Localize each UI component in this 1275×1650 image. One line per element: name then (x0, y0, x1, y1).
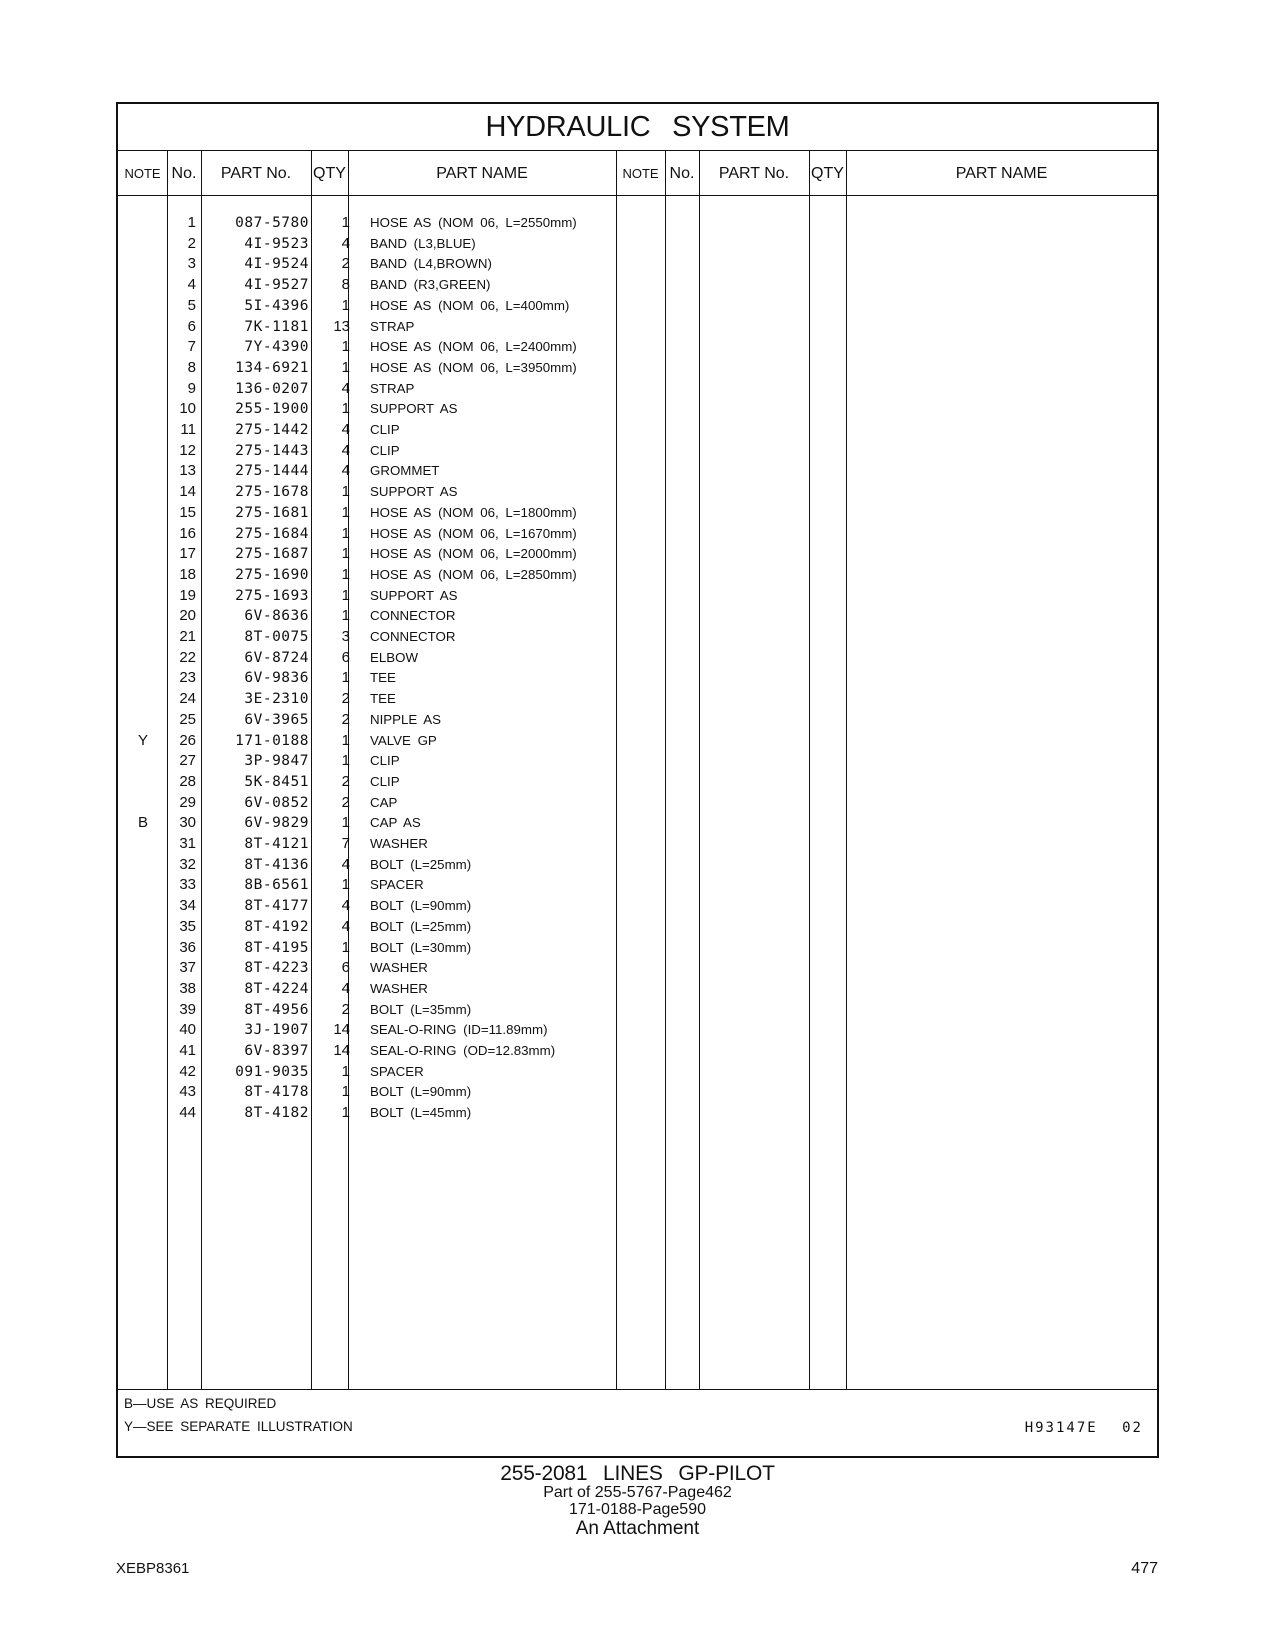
table-row (118, 1081, 1157, 1103)
row-number: 28 (179, 772, 196, 790)
row-part-no: 275-1684 (235, 525, 309, 542)
row-name: CAP (370, 794, 398, 810)
row-qty: 2 (341, 793, 350, 811)
page-number: 477 (1131, 1560, 1158, 1577)
row-qty: 1 (341, 607, 350, 625)
row-number: 18 (179, 565, 196, 583)
row-qty: 1 (341, 545, 350, 563)
row-qty: 1 (341, 1104, 350, 1122)
row-name: ELBOW (370, 649, 419, 665)
row-name: SUPPORT AS (370, 401, 458, 417)
row-qty: 1 (341, 876, 350, 894)
row-part-no: 136-0207 (235, 380, 309, 397)
table-row (118, 481, 1157, 503)
row-part-no: 255-1900 (235, 401, 309, 418)
row-name: VALVE GP (370, 732, 437, 748)
row-name: CONNECTOR (370, 629, 456, 644)
row-number: 26 (179, 731, 196, 749)
row-number: 10 (179, 400, 196, 418)
row-number: 1 (187, 214, 196, 231)
table-row (118, 626, 1157, 648)
row-qty: 4 (341, 379, 350, 397)
table-row (118, 916, 1157, 938)
header-part-no-left: PART No. (201, 151, 311, 196)
row-qty: 4 (341, 897, 350, 915)
row-part-no: 3J-1907 (244, 1022, 309, 1039)
row-part-no: 6V-8724 (244, 649, 309, 666)
row-number: 27 (179, 752, 196, 770)
table-row (118, 667, 1157, 689)
header-part-no-right: PART No. (699, 151, 809, 196)
row-part-no: 8T-4182 (244, 1105, 309, 1122)
row-name: BOLT (L=25mm) (370, 856, 472, 872)
row-name: HOSE AS (NOM 06, L=2000mm) (370, 546, 577, 562)
row-qty: 3 (341, 628, 350, 645)
table-row (118, 419, 1157, 441)
row-number: 44 (179, 1104, 196, 1122)
row-number: 22 (179, 648, 196, 666)
row-name: CLIP (370, 442, 400, 458)
row-number: 8 (187, 358, 196, 376)
row-part-no: 275-1442 (235, 422, 309, 438)
table-row (118, 253, 1157, 275)
table-row (118, 398, 1157, 420)
row-part-no: 6V-8397 (244, 1043, 309, 1059)
row-number: 42 (179, 1062, 196, 1080)
row-number: 41 (179, 1042, 196, 1059)
row-qty: 2 (341, 255, 350, 273)
row-number: 7 (187, 338, 196, 356)
row-qty: 1 (341, 358, 350, 376)
row-number: 30 (179, 814, 196, 832)
row-number: 29 (179, 793, 196, 811)
row-part-no: 091-9035 (235, 1063, 309, 1080)
row-qty: 4 (341, 917, 350, 935)
row-number: 24 (179, 690, 196, 708)
table-row (118, 730, 1157, 752)
row-number: 32 (179, 855, 196, 873)
row-part-no: 6V-9829 (244, 815, 309, 832)
row-number: 31 (179, 835, 196, 852)
row-qty: 14 (333, 1042, 350, 1059)
row-name: CAP AS (370, 815, 421, 831)
footnote-y: Y—SEE SEPARATE ILLUSTRATION (124, 1419, 353, 1434)
row-name: CLIP (370, 773, 400, 789)
row-part-no: 8T-4121 (244, 836, 309, 852)
row-name: GROMMET (370, 463, 440, 479)
row-part-no: 4I-9524 (244, 256, 309, 273)
row-name: HOSE AS (NOM 06, L=1670mm) (370, 525, 577, 541)
row-part-no: 8T-4956 (244, 1001, 309, 1018)
row-qty: 1 (341, 731, 350, 749)
table-row (118, 688, 1157, 710)
attachment-label: An Attachment (575, 1518, 700, 1539)
table-row (118, 523, 1157, 545)
drawing-code: H93147E 02 (1024, 1420, 1143, 1436)
row-part-no: 6V-8636 (244, 608, 309, 625)
row-qty: 2 (341, 772, 350, 790)
row-name: NIPPLE AS (370, 711, 441, 727)
row-qty: 1 (341, 400, 350, 418)
row-part-no: 8T-4224 (244, 980, 309, 997)
row-number: 35 (179, 917, 196, 935)
table-row (118, 336, 1157, 358)
row-name: BAND (R3,GREEN) (370, 277, 491, 293)
row-part-no: 8T-4177 (244, 898, 309, 915)
header-qty-right: QTY (809, 151, 846, 196)
row-qty: 4 (341, 855, 350, 873)
row-number: 2 (187, 234, 196, 252)
row-qty: 1 (341, 565, 350, 583)
table-row (118, 647, 1157, 669)
row-qty: 1 (341, 669, 350, 687)
table-row (118, 1019, 1157, 1041)
row-part-no: 275-1693 (235, 587, 309, 604)
row-qty: 6 (341, 959, 350, 977)
table-row (118, 978, 1157, 1000)
table-row (118, 854, 1157, 876)
row-part-no: 8T-0075 (244, 629, 309, 645)
row-part-no: 4I-9523 (244, 235, 309, 252)
table-row (118, 874, 1157, 896)
row-number: 23 (179, 669, 196, 687)
row-number: 17 (179, 545, 196, 563)
footnote-b: B—USE AS REQUIRED (124, 1396, 277, 1411)
header-no-left: No. (167, 151, 201, 196)
row-name: CONNECTOR (370, 608, 456, 624)
row-number: 43 (179, 1083, 196, 1101)
row-name: BOLT (L=90mm) (370, 898, 472, 914)
table-row (118, 212, 1157, 234)
row-qty: 4 (341, 441, 350, 459)
row-part-no: 8B-6561 (244, 877, 309, 894)
table-row (118, 812, 1157, 834)
table-row (118, 460, 1157, 482)
row-number: 14 (179, 483, 196, 501)
document-id: XEBP8361 (116, 1560, 190, 1577)
row-name: SPACER (370, 1063, 424, 1079)
row-number: 16 (179, 524, 196, 542)
table-row (118, 543, 1157, 565)
row-qty: 14 (333, 1021, 350, 1039)
row-part-no: 134-6921 (235, 359, 309, 376)
table-row (118, 957, 1157, 979)
row-name: STRAP (370, 380, 415, 396)
row-part-no: 6V-9836 (244, 670, 309, 687)
row-name: SEAL-O-RING (ID=11.89mm) (370, 1022, 548, 1038)
row-part-no: 275-1687 (235, 546, 309, 563)
row-number: 13 (179, 462, 196, 480)
row-number: 9 (187, 379, 196, 397)
row-part-no: 5K-8451 (244, 773, 309, 790)
table-row (118, 833, 1157, 855)
row-name: WASHER (370, 980, 428, 996)
row-name: WASHER (370, 960, 428, 976)
row-part-no: 275-1444 (235, 463, 309, 480)
row-qty: 1 (341, 1062, 350, 1080)
row-number: 40 (179, 1021, 196, 1039)
row-part-no: 275-1681 (235, 504, 309, 521)
row-name: WASHER (370, 836, 428, 851)
parent-reference: Part of 255-5767-Page462 (543, 1484, 732, 1501)
row-qty: 2 (341, 690, 350, 708)
row-qty: 1 (341, 296, 350, 314)
row-part-no: 6V-3965 (244, 711, 309, 728)
table-row (118, 895, 1157, 917)
row-qty: 1 (341, 938, 350, 956)
row-name: BOLT (L=25mm) (370, 918, 472, 934)
table-row (118, 316, 1157, 338)
table-row (118, 709, 1157, 731)
valve-reference: 171-0188-Page590 (568, 1501, 706, 1518)
row-name: BAND (L3,BLUE) (370, 235, 476, 251)
row-qty: 1 (341, 586, 350, 604)
row-name: SEAL-O-RING (OD=12.83mm) (370, 1043, 556, 1058)
row-name: BOLT (L=35mm) (370, 1001, 472, 1017)
row-qty: 1 (341, 752, 350, 770)
row-number: 4 (187, 276, 196, 294)
row-qty: 6 (341, 648, 350, 666)
row-name: TEE (370, 670, 396, 686)
row-part-no: 5I-4396 (244, 297, 309, 314)
table-row (118, 937, 1157, 959)
row-number: 25 (179, 710, 196, 728)
table-row (118, 999, 1157, 1021)
row-number: 20 (179, 607, 196, 625)
row-part-no: 087-5780 (235, 215, 309, 231)
row-number: 3 (187, 255, 196, 273)
row-name: BOLT (L=45mm) (370, 1105, 472, 1121)
table-row (118, 233, 1157, 255)
row-part-no: 6V-0852 (244, 794, 309, 811)
table-title: HYDRAULIC SYSTEM (118, 104, 1157, 151)
table-row (118, 792, 1157, 814)
row-name: BOLT (L=30mm) (370, 939, 472, 955)
row-part-no: 171-0188 (235, 732, 309, 749)
parts-table (116, 102, 1159, 1458)
table-row (118, 564, 1157, 586)
row-part-no: 275-1443 (235, 442, 309, 459)
row-note: Y (137, 731, 148, 749)
row-number: 6 (187, 317, 196, 335)
table-row (118, 771, 1157, 793)
row-number: 21 (179, 628, 196, 645)
row-number: 11 (180, 421, 196, 438)
table-row (118, 750, 1157, 772)
row-name: CLIP (370, 422, 400, 437)
row-number: 12 (179, 441, 196, 459)
row-name: HOSE AS (NOM 06, L=3950mm) (370, 359, 577, 375)
row-name: HOSE AS (NOM 06, L=1800mm) (370, 504, 577, 520)
row-name: SUPPORT AS (370, 587, 458, 603)
row-number: 5 (187, 296, 196, 314)
table-row (118, 1102, 1157, 1124)
header-part-name-right: PART NAME (846, 151, 1157, 196)
row-part-no: 7Y-4390 (244, 339, 309, 356)
row-qty: 2 (341, 1000, 350, 1018)
row-qty: 1 (341, 483, 350, 501)
row-name: TEE (370, 691, 396, 707)
row-number: 19 (179, 586, 196, 604)
row-qty: 7 (341, 835, 350, 852)
table-row (118, 378, 1157, 400)
row-qty: 4 (341, 234, 350, 252)
row-qty: 4 (341, 979, 350, 997)
row-part-no: 8T-4195 (244, 939, 309, 956)
header-part-name-left: PART NAME (348, 151, 616, 196)
row-part-no: 3E-2310 (244, 691, 309, 708)
row-qty: 4 (341, 462, 350, 480)
row-name: STRAP (370, 318, 415, 334)
row-qty: 8 (341, 276, 350, 294)
table-row (118, 1061, 1157, 1083)
row-name: CLIP (370, 753, 400, 769)
row-qty: 1 (341, 338, 350, 356)
table-row (118, 585, 1157, 607)
row-number: 33 (179, 876, 196, 894)
row-number: 15 (179, 503, 196, 521)
header-note-left: NOTE (118, 151, 167, 196)
table-row (118, 440, 1157, 462)
row-part-no: 8T-4178 (244, 1084, 309, 1101)
row-qty: 1 (341, 503, 350, 521)
row-part-no: 275-1678 (235, 484, 309, 501)
row-name: SUPPORT AS (370, 484, 458, 500)
row-name: SPACER (370, 877, 424, 893)
header-qty-left: QTY (311, 151, 348, 196)
row-part-no: 4I-9527 (244, 277, 309, 294)
table-row (118, 295, 1157, 317)
table-row (118, 357, 1157, 379)
row-name: BOLT (L=90mm) (370, 1084, 472, 1100)
row-part-no: 7K-1181 (244, 318, 309, 335)
row-part-no: 8T-4223 (244, 960, 309, 977)
row-part-no: 3P-9847 (244, 753, 309, 770)
row-name: HOSE AS (NOM 06, L=2850mm) (370, 566, 577, 582)
row-name: HOSE AS (NOM 06, L=2400mm) (370, 339, 577, 355)
header-no-right: No. (665, 151, 699, 196)
row-part-no: 8T-4192 (244, 918, 309, 935)
row-qty: 2 (341, 710, 350, 728)
row-qty: 1 (341, 814, 350, 832)
row-number: 36 (179, 938, 196, 956)
row-number: 34 (179, 897, 196, 915)
row-number: 39 (179, 1000, 196, 1018)
row-qty: 4 (341, 421, 350, 438)
row-number: 38 (179, 979, 196, 997)
row-qty: 13 (333, 317, 350, 335)
row-name: HOSE AS (NOM 06, L=2550mm) (370, 215, 577, 230)
row-number: 37 (179, 959, 196, 977)
row-part-no: 275-1690 (235, 566, 309, 583)
row-part-no: 8T-4136 (244, 856, 309, 873)
table-row (118, 605, 1157, 627)
table-row (118, 502, 1157, 524)
group-title: 255-2081 LINES GP-PILOT (500, 1462, 775, 1485)
footnote-divider (118, 1389, 1157, 1390)
row-qty: 1 (341, 214, 350, 231)
row-qty: 1 (341, 524, 350, 542)
row-qty: 1 (341, 1083, 350, 1101)
header-note-right: NOTE (616, 151, 665, 196)
table-row (118, 274, 1157, 296)
row-name: HOSE AS (NOM 06, L=400mm) (370, 297, 570, 313)
table-row (118, 1040, 1157, 1062)
row-note: B (137, 814, 148, 832)
row-name: BAND (L4,BROWN) (370, 256, 492, 272)
